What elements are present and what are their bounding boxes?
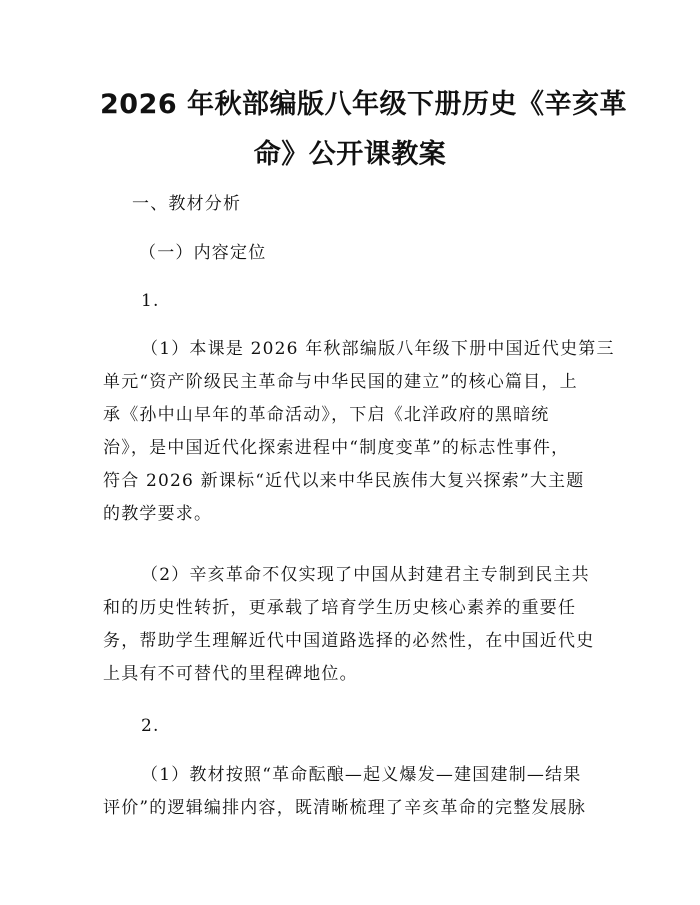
item-number-1: 1. [141, 291, 160, 311]
paragraph-1-line-3: 承《孙中山早年的革命活动》，下启《北洋政府的黑暗统 [103, 405, 550, 425]
document-title-line-2: 命》公开课教案 [253, 139, 447, 170]
paragraph-1-line-5: 符合 2026 新课标“近代以来中华民族伟大复兴探索”大主题 [103, 471, 585, 491]
paragraph-2-line-4: 上具有不可替代的里程碑地位。 [103, 664, 358, 684]
item-number-2: 2. [141, 716, 160, 736]
paragraph-1-line-6: 的教学要求。 [103, 504, 213, 524]
paragraph-1-line-4: 治》，是中国近代化探索进程中“制度变革”的标志性事件， [103, 438, 570, 458]
paragraph-1-line-1: （1）本课是 2026 年秋部编版八年级下册中国近代史第三 [141, 339, 615, 359]
document-title-line-1: 2026 年秋部编版八年级下册历史《辛亥革 [100, 89, 628, 120]
paragraph-2-line-1: （2）辛亥革命不仅实现了中国从封建君主专制到民主共 [141, 565, 590, 585]
subsection-heading: （一）内容定位 [139, 243, 267, 263]
section-heading: 一、教材分析 [132, 194, 242, 214]
paragraph-3-line-1: （1）教材按照“革命酝酿—起义爆发—建国建制—结果 [141, 765, 582, 785]
paragraph-2-line-2: 和的历史性转折，更承载了培育学生历史核心素养的重要任 [103, 598, 577, 618]
paragraph-3-line-2: 评价”的逻辑编排内容，既清晰梳理了辛亥革命的完整发展脉 [103, 798, 587, 818]
paragraph-1-line-2: 单元“资产阶级民主革命与中华民国的建立”的核心篇目，上 [103, 372, 578, 392]
paragraph-2-line-3: 务，帮助学生理解近代中国道路选择的必然性，在中国近代史 [103, 631, 595, 651]
